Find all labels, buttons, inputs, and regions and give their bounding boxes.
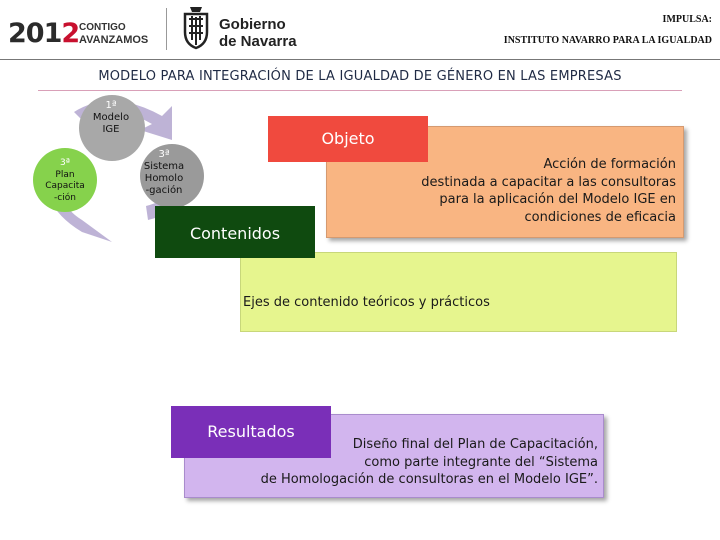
objeto-line4: condiciones de eficacia [524, 209, 676, 225]
sistema-line1: Sistema [143, 161, 185, 172]
plan-number: 3ª [60, 158, 70, 168]
tagline [79, 22, 148, 46]
objeto-line1: Acción de formación [543, 157, 676, 172]
resultados-heading: Resultados [171, 406, 331, 458]
instituto-label: INSTITUTO NAVARRO PARA LA IGUALDAD [503, 35, 712, 46]
year-logo [8, 18, 79, 49]
plan-line2: Capacita [45, 181, 85, 191]
cycle-label-modelo [76, 100, 146, 136]
plan-line3: -ción [54, 192, 76, 203]
sistema-number: 3ª [158, 149, 170, 160]
objeto-line3: para la aplicación del Modelo IGE en [439, 192, 676, 207]
gov-line2: de Navarra [219, 33, 297, 50]
sistema-line3: -gación [145, 185, 183, 196]
title-rule [38, 90, 682, 91]
impulsa-label: IMPULSA: [662, 14, 712, 25]
navarra-shield-icon [182, 6, 210, 50]
cycle-label-plan [40, 158, 90, 204]
resultados-line1: Diseño final del Plan de Capacitación, [352, 437, 598, 452]
contenidos-description: Ejes de contenido teóricos y prácticos [243, 295, 490, 310]
cycle-label-sistema [136, 149, 192, 197]
objeto-description [350, 156, 676, 226]
resultados-line3: de Homologación de consultoras en el Modelo IGE”. [260, 472, 598, 487]
resultados-line2: como parte integrante del “Sistema [364, 454, 598, 470]
gov-line1: Gobierno [219, 16, 286, 33]
page-title: MODELO PARA INTEGRACIÓN DE LA IGUALDAD DE GÉNERO EN LAS EMPRESAS [98, 69, 622, 84]
objeto-line2: destinada a capacitar a las consultoras [421, 174, 676, 190]
tagline-line2: AVANZAMOS [79, 34, 149, 46]
header-rule [0, 59, 720, 60]
contenidos-heading: Contenidos [155, 206, 315, 258]
tagline-line1: CONTIGO [79, 22, 126, 33]
header-divider [166, 8, 167, 50]
year-text: 2012 [8, 18, 80, 49]
plan-line1: Plan [55, 169, 75, 180]
modelo-line2: IGE [102, 124, 120, 135]
sistema-line2: Homolo [144, 173, 184, 184]
government-logo-text [219, 16, 297, 50]
modelo-number: 1ª [105, 100, 117, 111]
objeto-heading: Objeto [268, 116, 428, 162]
contenidos-panel [240, 252, 677, 332]
modelo-line1: Modelo [92, 112, 130, 123]
